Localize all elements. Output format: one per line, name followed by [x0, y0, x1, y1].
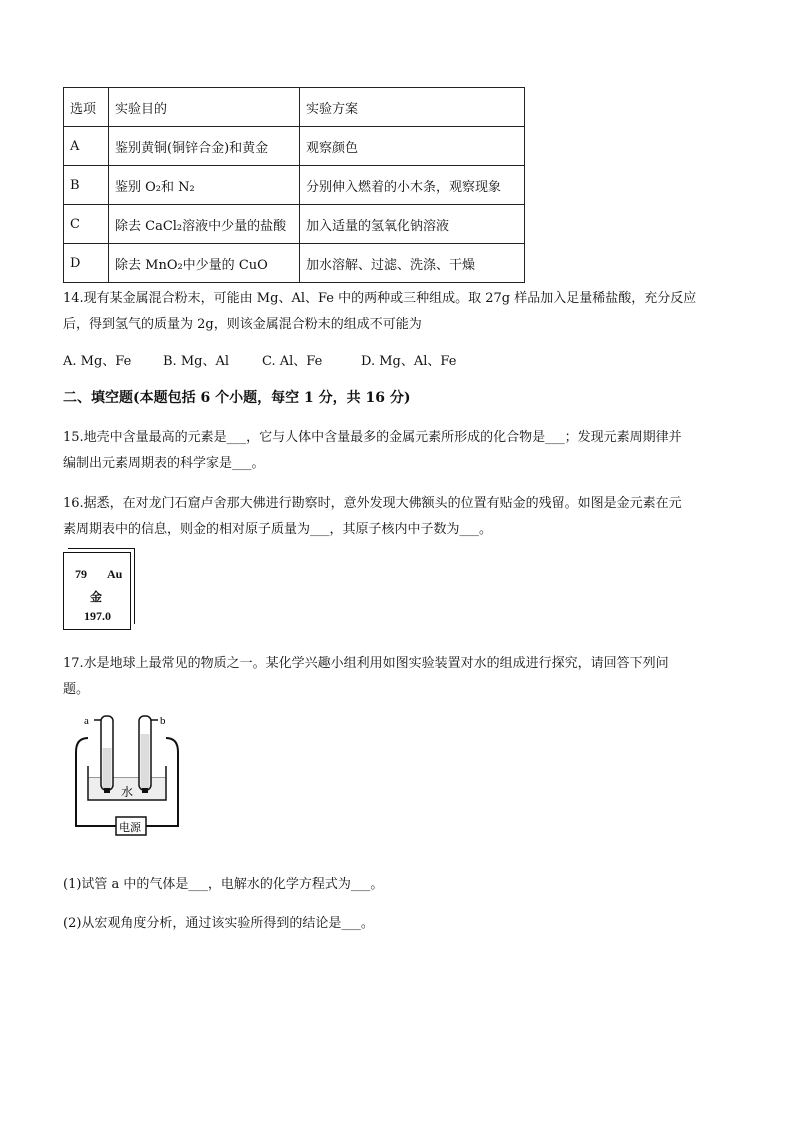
header-plan: 实验方案: [300, 88, 525, 127]
table-cell: 加入适量的氢氧化钠溶液: [300, 205, 525, 244]
table-cell: 除去 MnO₂中少量的 CuO: [109, 244, 300, 283]
label-water: 水: [121, 785, 134, 799]
header-purpose: 实验目的: [109, 88, 300, 127]
q16-line2: 素周期表中的信息，则金的相对原子质量为___，其原子核内中子数为___。: [63, 522, 493, 537]
q17-sub1: (1)试管 a 中的气体是___，电解水的化学方程式为___。: [63, 877, 384, 892]
q16-line1: 16.据悉，在对龙门石窟卢舍那大佛进行勘察时，意外发现大佛额头的位置有贴金的残留。如图是金元素在元: [63, 496, 682, 511]
q14-line2: 后，得到氢气的质量为 2g，则该金属混合粉末的组成不可能为: [63, 317, 422, 332]
gold-element-card: [63, 552, 131, 630]
element-name: 金: [90, 590, 103, 604]
table-cell: C: [64, 205, 109, 244]
table-cell: 加水溶解、过滤、洗涤、干燥: [300, 244, 525, 283]
table-row: [64, 244, 525, 283]
table-cell: D: [64, 244, 109, 283]
q15-line1: 15.地壳中含量最高的元素是___，它与人体中含量最多的金属元素所形成的化合物是___；发现元素周期律并: [63, 430, 682, 445]
element-symbol: Au: [107, 567, 123, 581]
q14-line1: 14.现有某金属混合粉末，可能由 Mg、Al、Fe 中的两种或三种组成。取 27g 样品加入足量稀盐酸，充分反应: [63, 291, 697, 306]
q15-line2: 编制出元素周期表的科学家是___。: [63, 456, 265, 471]
table-cell: 分别伸入燃着的小木条，观察现象: [300, 166, 525, 205]
option-a: A. Mg、Fe: [63, 354, 132, 369]
option-c: C. Al、Fe: [262, 354, 323, 369]
label-b: b: [160, 715, 166, 727]
section-heading: 二、填空题(本题包括 6 个小题，每空 1 分，共 16 分): [63, 390, 411, 406]
table-header-row: [64, 88, 525, 127]
table-cell: B: [64, 166, 109, 205]
electrode-right: [142, 788, 148, 793]
table-cell: 除去 CaCl₂溶液中少量的盐酸: [109, 205, 300, 244]
atomic-number: 79: [75, 567, 87, 581]
option-b: B. Mg、Al: [163, 354, 229, 369]
atomic-mass: 197.0: [84, 609, 111, 623]
q14-options: [63, 350, 456, 369]
table-cell: 鉴别 O₂和 N₂: [109, 166, 300, 205]
label-power: 电源: [119, 821, 141, 834]
header-option: 选项: [64, 88, 109, 127]
table-row: [64, 127, 525, 166]
table-cell: A: [64, 127, 109, 166]
table-row: [64, 205, 525, 244]
experiment-table: [63, 87, 525, 283]
table-cell: 鉴别黄铜(铜锌合金)和黄金: [109, 127, 300, 166]
q17-line2: 题。: [63, 682, 90, 697]
electrode-left: [104, 788, 110, 793]
table-row: [64, 166, 525, 205]
q17-line1: 17.水是地球上最常见的物质之一。某化学兴趣小组利用如图实验装置对水的组成进行探究，请回答下列问: [63, 656, 669, 671]
table-cell: 观察颜色: [300, 127, 525, 166]
option-d: D. Mg、Al、Fe: [361, 354, 457, 369]
electrolysis-apparatus-figure: [66, 708, 190, 842]
q17-sub2: (2)从宏观角度分析，通过该实验所得到的结论是___。: [63, 916, 374, 931]
label-a: a: [84, 715, 89, 727]
